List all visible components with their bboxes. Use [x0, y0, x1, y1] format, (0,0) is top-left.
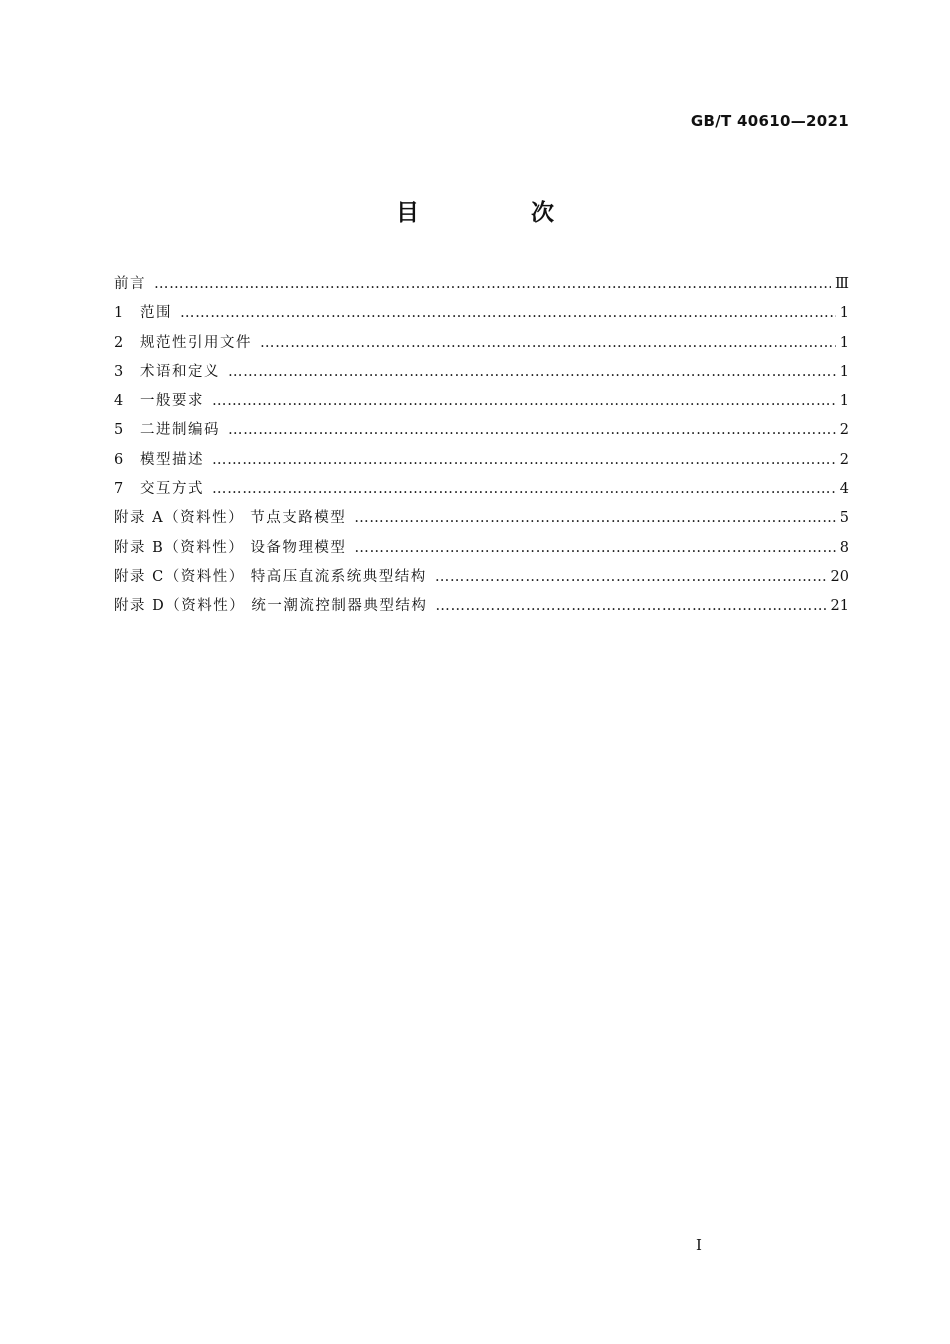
toc-entry-6[interactable]: [114, 446, 849, 475]
toc-entry-number: 1: [114, 305, 124, 322]
toc-entry-4[interactable]: [114, 387, 849, 416]
toc-entry-number: 4: [114, 393, 124, 410]
toc-entry-annex-b[interactable]: [114, 534, 849, 563]
toc-entry-label: 规范性引用文件: [140, 334, 252, 351]
dot-leader: [260, 329, 836, 358]
toc-entry-label: 模型描述: [140, 451, 204, 468]
dot-leader: [435, 563, 827, 592]
toc-entry-3[interactable]: [114, 358, 849, 387]
toc-entry-page: 1: [839, 334, 849, 351]
toc-entry-number: 7: [114, 481, 124, 498]
toc-entry-number: 5: [114, 422, 124, 439]
toc-entry-label: 二进制编码: [140, 422, 220, 439]
toc-entry-annex-c[interactable]: [114, 563, 849, 592]
dot-leader: [228, 416, 836, 445]
dot-leader: [212, 475, 836, 504]
toc-entry-page: 2: [839, 422, 849, 439]
dot-leader: [354, 504, 836, 533]
table-of-contents: [114, 270, 849, 622]
toc-entry-annex-d[interactable]: [114, 592, 849, 621]
toc-entry-label: 交互方式: [140, 481, 204, 498]
toc-entry-page: 4: [839, 481, 849, 498]
toc-entry-page: 1: [839, 305, 849, 322]
toc-entry-1[interactable]: [114, 299, 849, 328]
toc-entry-label: 附录 A（资料性） 节点支路模型: [114, 510, 347, 527]
toc-entry-page: 20: [830, 568, 849, 585]
page-number: Ⅰ: [696, 1236, 702, 1254]
toc-entry-label: 前言: [114, 276, 146, 292]
toc-entry-label: 附录 C（资料性） 特高压直流系统典型结构: [114, 568, 427, 585]
toc-entry-7[interactable]: [114, 475, 849, 504]
dot-leader: [154, 270, 831, 299]
toc-entry-label: 范围: [140, 305, 172, 322]
toc-entry-number: 2: [114, 334, 124, 351]
toc-entry-page: 21: [830, 598, 849, 615]
dot-leader: [212, 387, 836, 416]
toc-entry-page: 2: [839, 451, 849, 468]
toc-entry-number: 3: [114, 363, 124, 380]
toc-entry-2[interactable]: [114, 329, 849, 358]
toc-entry-label: 附录 B（资料性） 设备物理模型: [114, 539, 347, 556]
toc-entry-page: 8: [839, 539, 849, 556]
toc-entry-number: 6: [114, 451, 124, 468]
toc-entry-page: Ⅲ: [835, 276, 849, 292]
toc-entry-label: 附录 D（资料性） 统一潮流控制器典型结构: [114, 598, 428, 615]
dot-leader: [212, 446, 836, 475]
toc-entry-label: 术语和定义: [140, 363, 220, 380]
toc-entry-foreword[interactable]: [114, 270, 849, 299]
dot-leader: [354, 534, 835, 563]
standard-code: GB/T 40610—2021: [690, 112, 849, 130]
dot-leader: [435, 592, 826, 621]
toc-entry-page: 5: [839, 510, 849, 527]
dot-leader: [228, 358, 836, 387]
toc-entry-label: 一般要求: [140, 393, 204, 410]
page-title: 目 次: [395, 200, 606, 226]
dot-leader: [180, 299, 836, 328]
toc-entry-page: 1: [839, 393, 849, 410]
toc-entry-annex-a[interactable]: [114, 504, 849, 533]
toc-entry-page: 1: [839, 363, 849, 380]
toc-entry-5[interactable]: [114, 416, 849, 445]
